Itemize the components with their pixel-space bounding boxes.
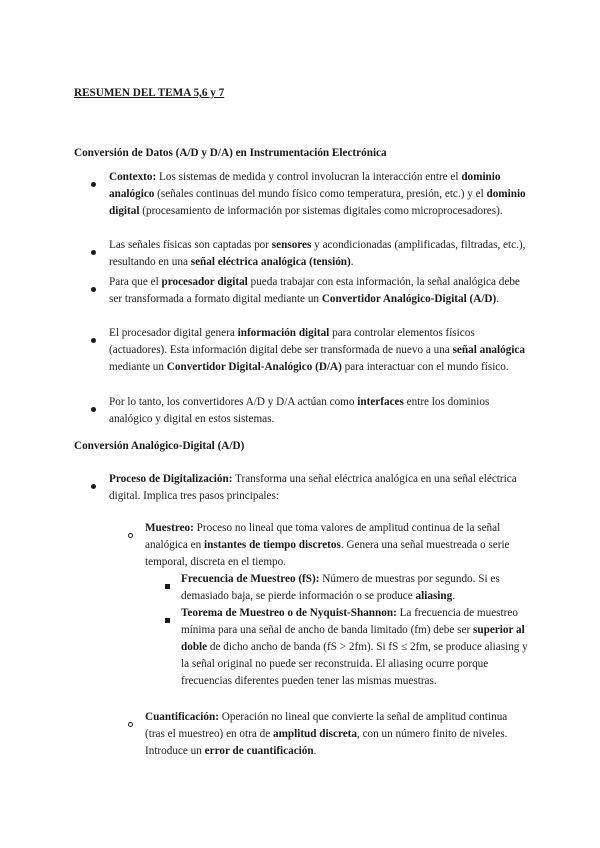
section-heading-conversion-datos: Conversión de Datos (A/D y D/A) en Instrumentación Electrónica bbox=[74, 147, 387, 159]
list-item: Frecuencia de Muestreo (fS): Número de muestras por segundo. Si es demasiado baja, se pierde información o se produce aliasing. bbox=[181, 573, 500, 602]
list-item: Contexto: Los sistemas de medida y control involucran la interacción entre el dominio analógico (señales continuas del mundo físico como temperatura, presión, etc.) y el dominio digital (procesamiento de información por sistemas digitales como microprocesadores). bbox=[109, 171, 526, 217]
bullet-marker bbox=[91, 176, 96, 193]
sub-sub-bullet-marker bbox=[165, 612, 170, 629]
sub-bullet-marker bbox=[128, 527, 133, 544]
bullet-marker bbox=[91, 478, 96, 495]
list-item: Las señales físicas son captadas por sensores y acondicionadas (amplificadas, filtradas, etc.), resultando en una señal eléctrica analógica (tensión). bbox=[109, 239, 526, 268]
bullet-marker bbox=[91, 281, 96, 298]
list-item: Por lo tanto, los convertidores A/D y D/A actúan como interfaces entre los dominios analógico y digital en estos sistemas. bbox=[109, 396, 490, 425]
bullet-marker bbox=[91, 332, 96, 349]
bullet-marker bbox=[91, 401, 96, 418]
list-item: Teorema de Muestreo o de Nyquist-Shannon: La frecuencia de muestreo mínima para una señal de ancho de banda limitado (fm) debe ser superior al doble de dicho ancho de banda (fS > 2fm). Si fS ≤ 2fm, se produce aliasing y la señal original no puede ser reconstruida. El aliasing ocurre porque frecuencias diferentes pueden tener las mismas muestras. bbox=[181, 607, 528, 687]
list-item: Muestreo: Proceso no lineal que toma valores de amplitud continua de la señal analógica en instantes de tiempo discretos. Genera una señal muestreada o serie temporal, discreta en el tiempo. bbox=[145, 522, 510, 568]
section-heading-conversion-ad: Conversión Analógico-Digital (A/D) bbox=[74, 440, 245, 452]
sub-bullet-marker bbox=[128, 716, 133, 733]
document-title: RESUMEN DEL TEMA 5,6 y 7 bbox=[74, 87, 225, 99]
sub-sub-bullet-marker bbox=[165, 578, 170, 595]
list-item: Proceso de Digitalización: Transforma una señal eléctrica analógica en una señal eléctrica digital. Implica tres pasos principales: bbox=[109, 473, 517, 502]
list-item: Cuantificación: Operación no lineal que convierte la señal de amplitud continua (tras el muestreo) en otra de amplitud discreta, con un número finito de niveles. Introduce un error de cuantificación. bbox=[145, 711, 508, 757]
list-item: Para que el procesador digital pueda trabajar con esta información, la señal analógica debe ser transformada a formato digital mediante un Convertidor Analógico-Digital (A/D). bbox=[109, 276, 520, 305]
list-item: El procesador digital genera información digital para controlar elementos físicos (actuadores). Esta información digital debe ser transformada de nuevo a una señal analógica mediante un Convertidor Digital-Analógico (D/A) para interactuar con el mundo físico. bbox=[109, 327, 525, 373]
bullet-marker bbox=[91, 244, 96, 261]
